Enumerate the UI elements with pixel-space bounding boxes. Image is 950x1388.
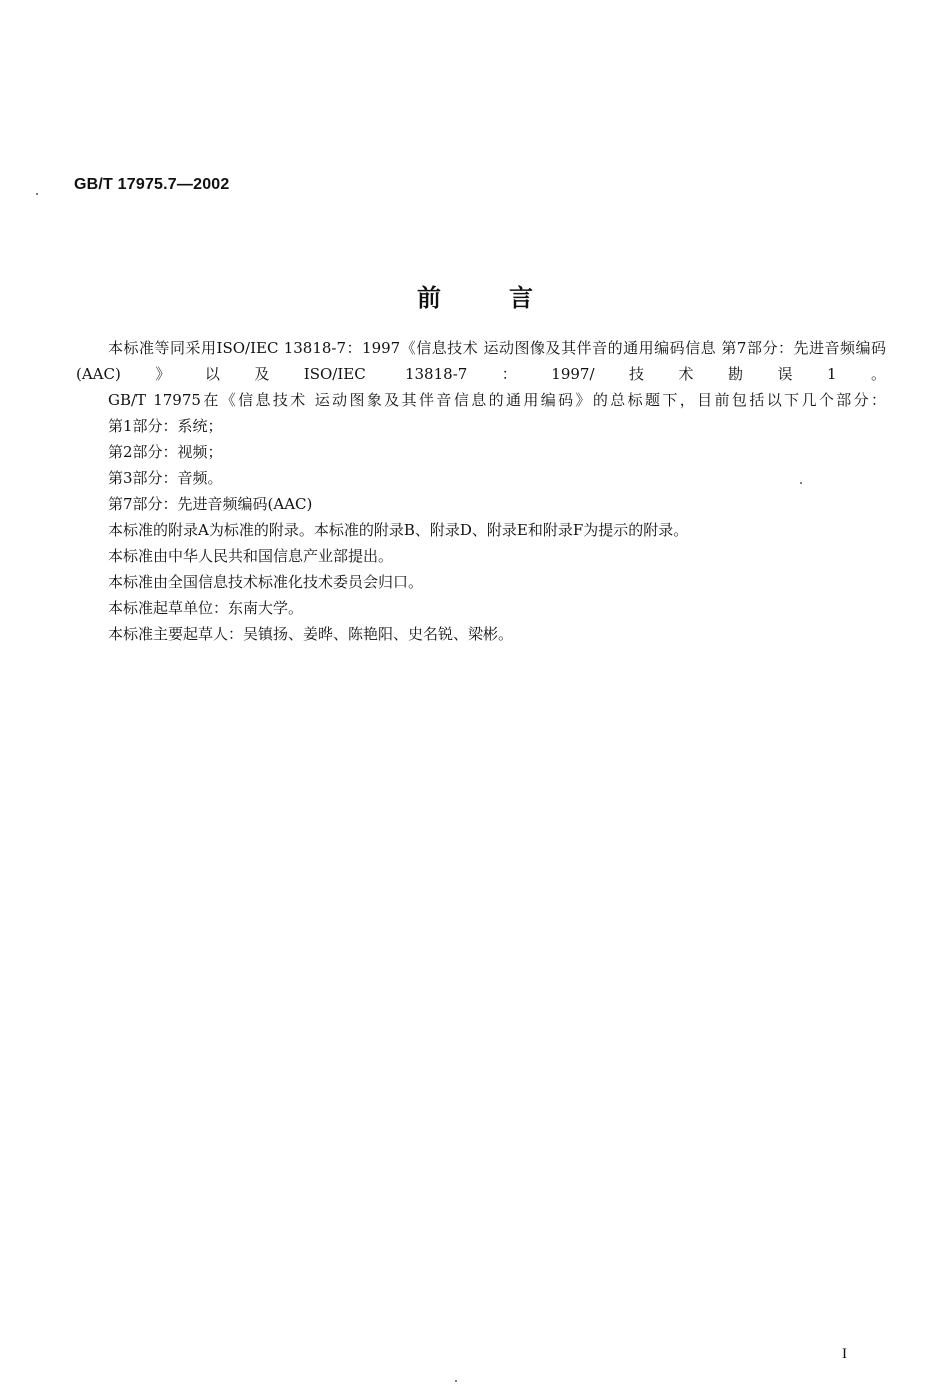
scan-speck xyxy=(800,482,802,484)
paragraph-annexes: 本标准的附录A为标准的附录。本标准的附录B、附录D、附录E和附录F为提示的附录。 xyxy=(108,521,689,539)
page-number: I xyxy=(842,1346,847,1362)
paragraph-series-parts: GB/T 17975在《信息技术 运动图象及其伴音信息的通用编码》的总标题下，目前包括以下几个部分： xyxy=(108,391,886,409)
paragraph-committee: 本标准由全国信息技术标准化技术委员会归口。 xyxy=(108,573,424,591)
page-title: 前言 xyxy=(417,284,601,312)
paragraph-drafting-unit: 本标准起草单位：东南大学。 xyxy=(108,599,304,617)
paragraph-adoption-statement: 本标准等同采用ISO/IEC 13818-7：1997《信息技术 运动图像及其伴音的通用编码信息 第7部分：先进音频编码(AAC)》以及ISO/IEC 13818-7：1997/技术勘误1。 xyxy=(76,339,886,383)
paragraph-drafters: 本标准主要起草人：吴镇扬、姜晔、陈艳阳、史名锐、梁彬。 xyxy=(108,625,514,643)
paragraph-part-2: 第2部分：视频； xyxy=(108,443,223,461)
paragraph-proposer: 本标准由中华人民共和国信息产业部提出。 xyxy=(108,547,394,565)
scan-speck xyxy=(36,193,38,195)
scan-speck xyxy=(455,1380,457,1382)
paragraph-part-7: 第7部分：先进音频编码(AAC) xyxy=(108,495,313,513)
foreword-body xyxy=(76,335,886,647)
standard-code-header: GB/T 17975.7—2002 xyxy=(74,176,230,193)
paragraph-part-1: 第1部分：系统； xyxy=(108,417,223,435)
paragraph-part-3: 第3部分：音频。 xyxy=(108,469,223,487)
